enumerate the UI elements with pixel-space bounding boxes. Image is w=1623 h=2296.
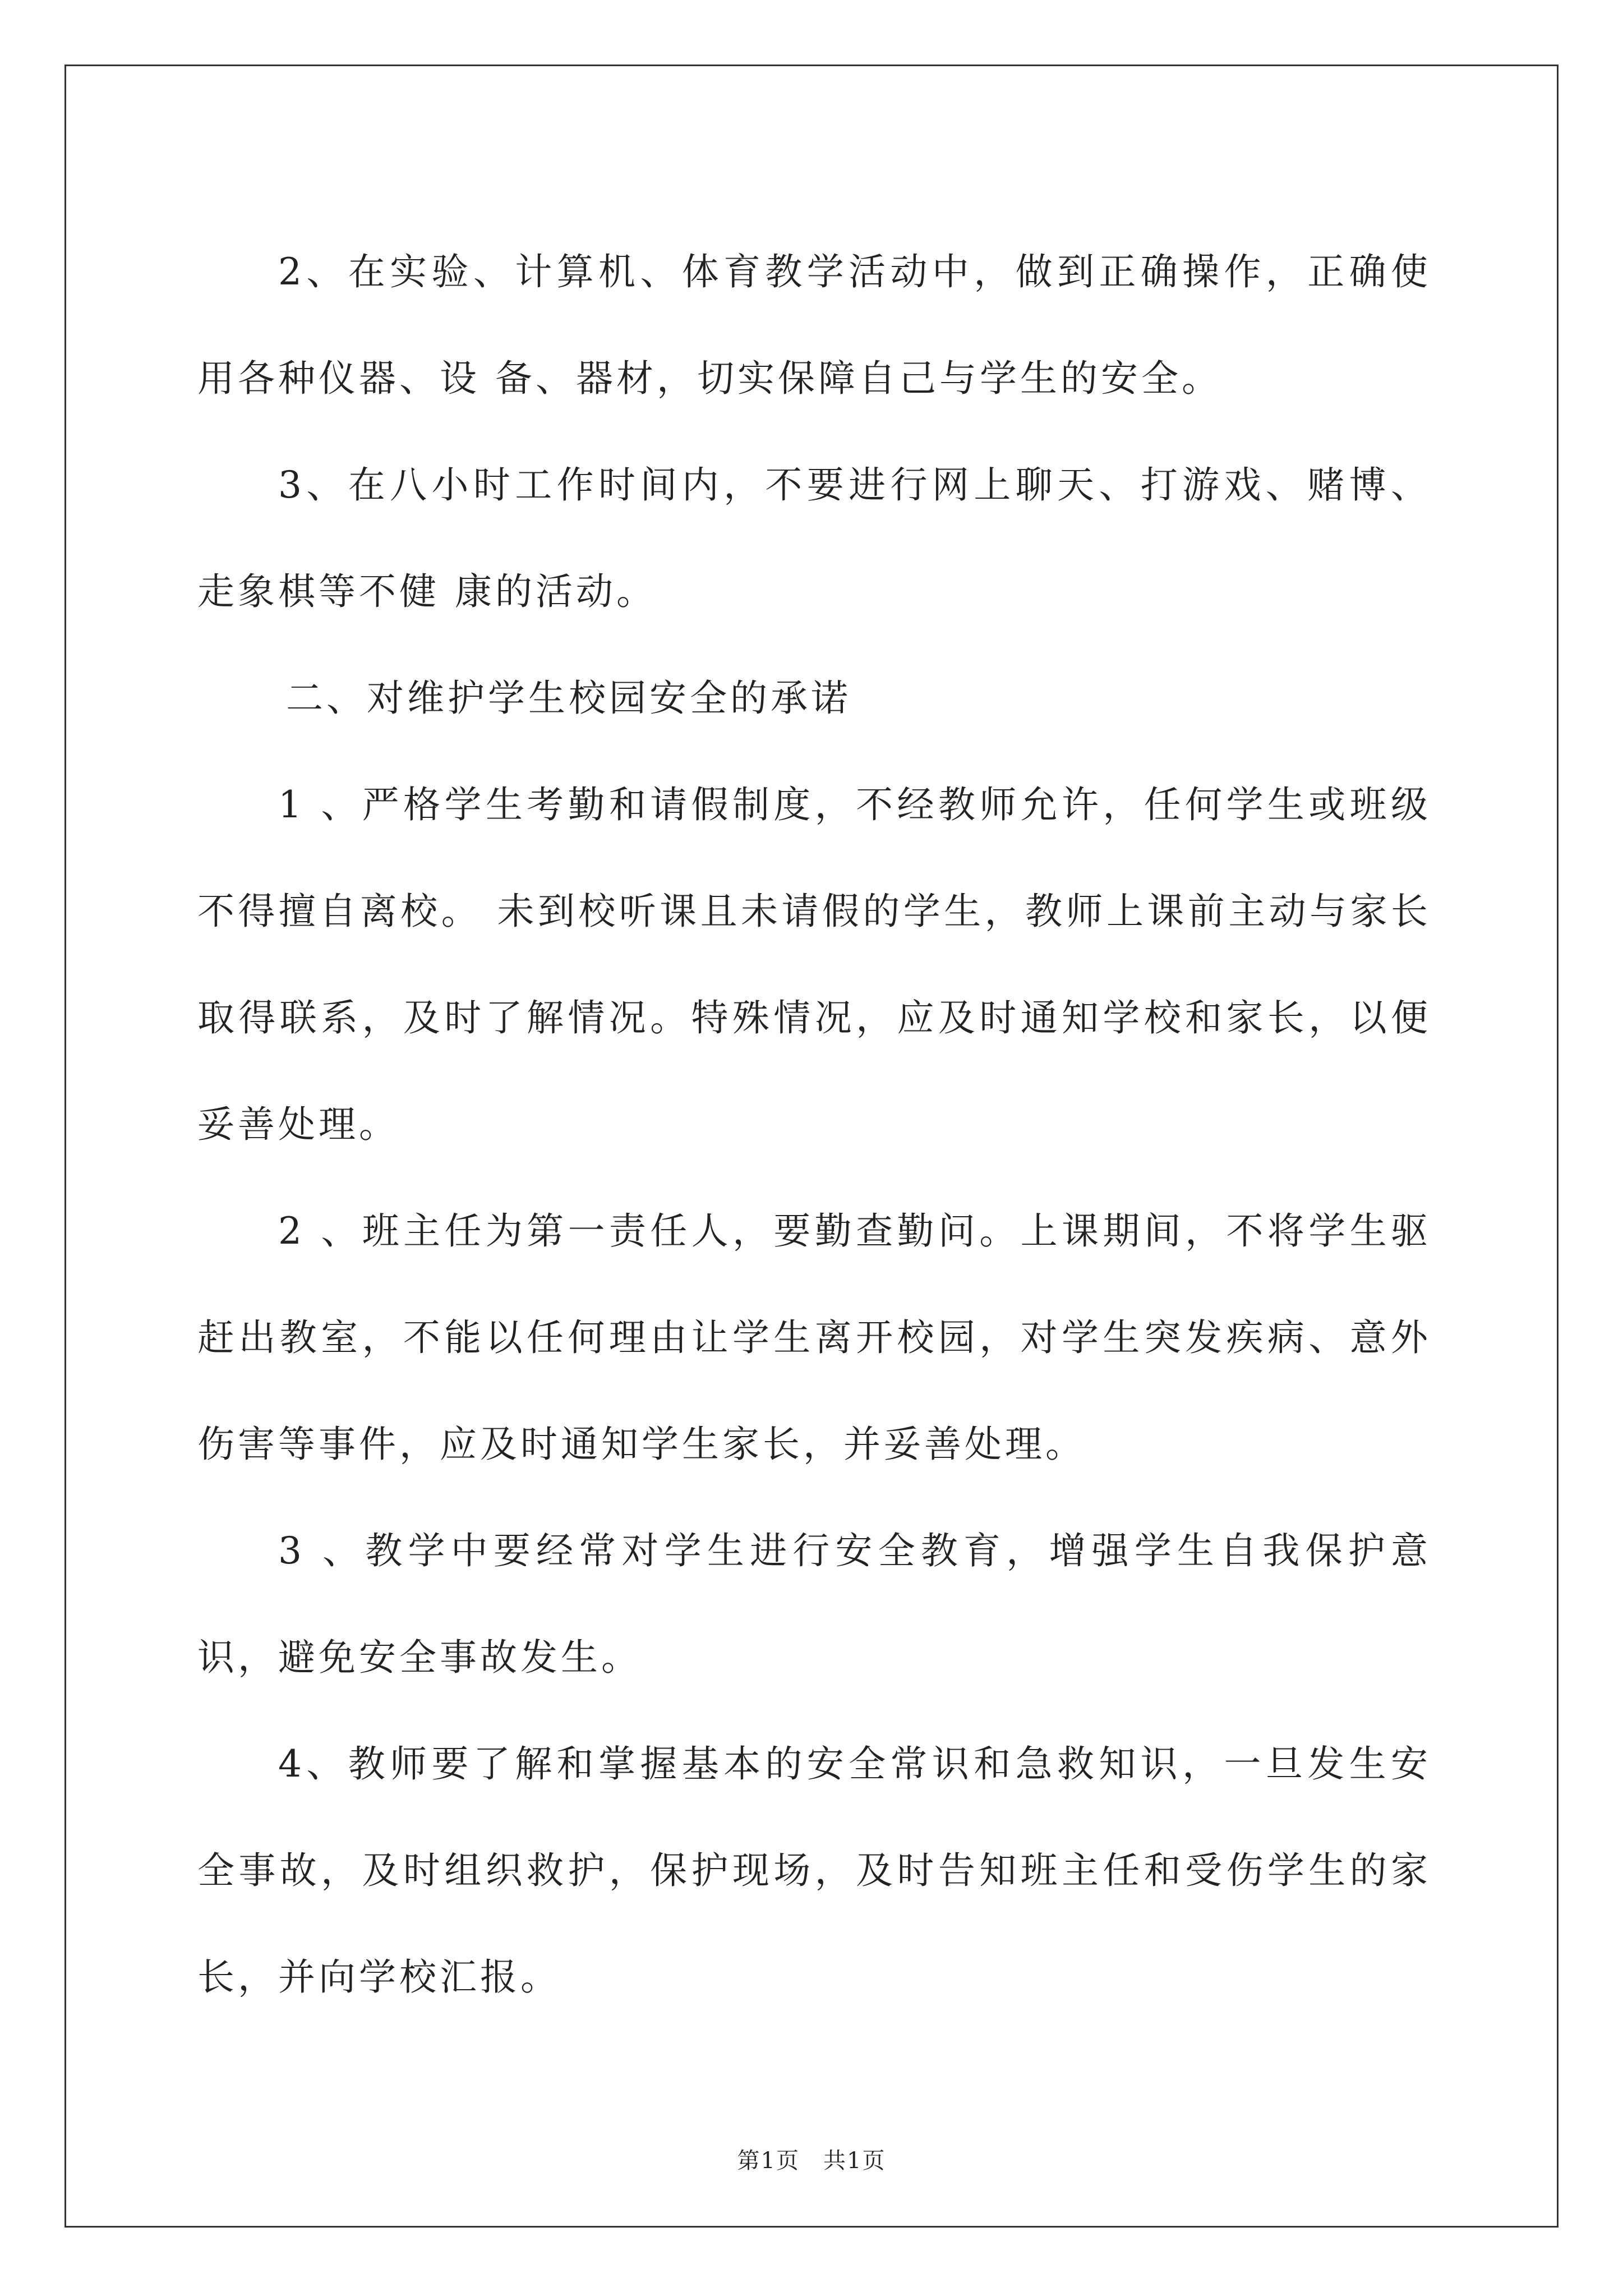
paragraph-head-teacher: 2 、班主任为第一责任人，要勤查勤问。上课期间，不将学生驱赶出教室，不能以任何理由让学生离开校园，对学生突发疾病、意外伤害等事件，应及时通知学生家长，并妥善处理。 [197,1209,1431,1466]
paragraph-first-aid: 4、教师要了解和掌握基本的安全常识和急救知识，一旦发生安全事故，及时组织救护，保护现场，及时告知班主任和受伤学生的家长，并向学校汇报。 [197,1742,1431,1999]
paragraph-attendance: 1 、严格学生考勤和请假制度，不经教师允许，任何学生或班级不得擅自离校。 未到校听课且未请假的学生，教师上课前主动与家长取得联系，及时了解情况。特殊情况，应及时通知学校和家长，以便妥善处理。 [197,783,1431,1146]
paragraph-safety-education: 3 、教学中要经常对学生进行安全教育，增强学生自我保护意识，避免安全事故发生。 [197,1529,1431,1679]
document-body [197,219,1431,2031]
paragraph-lab-safety: 2、在实验、计算机、体育教学活动中，做到正确操作，正确使用各种仪器、设 备、器材，切实保障自己与学生的安全。 [197,250,1431,400]
section-heading-student-safety: 二、对维护学生校园安全的承诺 [286,677,851,720]
paragraph-work-hours: 3、在八小时工作时间内，不要进行网上聊天、打游戏、赌博、走象棋等不健 康的活动。 [197,463,1431,613]
page-number-footer: 第1页 共1页 [737,2148,886,2174]
